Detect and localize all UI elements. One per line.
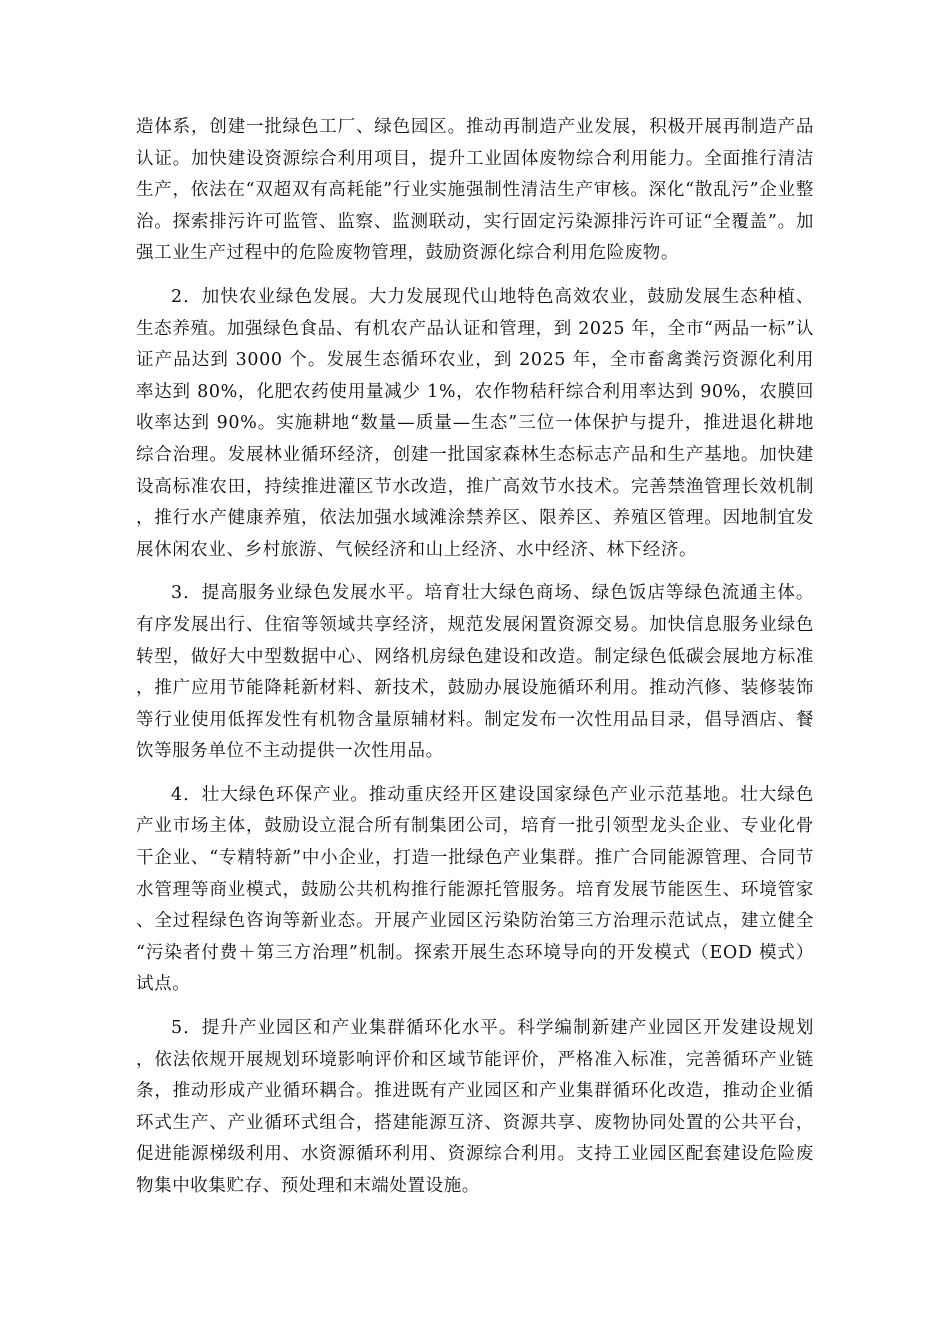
paragraph-industrial-parks: 5．提升产业园区和产业集群循环化水平。科学编制新建产业园区开发建设规划，依法依规开展规划环境影响评价和区域节能评价，严格准入标准，完善循环产业链条，推动形成产业循环耦合。推进既有产业园区和产业集群循环化改造，推动企业循环式生产、产业循环式组合，搭建能源互济、资源共享、废物协同处置的公共平台，促进能源梯级利用、水资源循环利用、资源综合利用。支持工业园区配套建设危险废物集中收集贮存、预处理和末端处置设施。 (136, 1018, 814, 1196)
paragraph-services: 3．提高服务业绿色发展水平。培育壮大绿色商场、绿色饭店等绿色流通主体。有序发展出行、住宿等领域共享经济，规范发展闲置资源交易。加快信息服务业绿色转型，做好大中型数据中心、网络机房绿色建设和改造。制定绿色低碳会展地方标准，推广应用节能降耗新材料、新技术，鼓励办展设施循环利用。推动汽修、装修装饰等行业使用低挥发性有机物含量原辅材料。制定发布一次性用品目录，倡导酒店、餐饮等服务单位不主动提供一次性用品。 (136, 583, 814, 762)
document-page (136, 112, 814, 1203)
paragraph-agriculture: 2．加快农业绿色发展。大力发展现代山地特色高效农业，鼓励发展生态种植、生态养殖。加强绿色食品、有机农产品认证和管理，到 2025 年，全市“两品一标”认证产品达到 3000 个。发展生态循环农业，到 2025 年，全市畜禽粪污资源化利用率达到 80%，化肥农药使用量减少 1%，农作物秸秆综合利用率达到 90%，农膜回收率达到 90%。实施耕地“数量—质量—生态”三位一体保护与提升，推进退化耕地综合治理。发展林业循环经济，创建一批国家森林生态标志产品和生产基地。加快建设高标准农田，持续推进灌区节水改造，推广高效节水技术。完善禁渔管理长效机制，推行水产健康养殖，依法加强水域滩涂禁养区、限养区、养殖区管理。因地制宜发展休闲农业、乡村旅游、气候经济和山上经济、水中经济、林下经济。 (136, 286, 814, 560)
paragraph-continuation: 造体系，创建一批绿色工厂、绿色园区。推动再制造产业发展，积极开展再制造产品认证。加快建设资源综合利用项目，提升工业固体废物综合利用能力。全面推行清洁生产，依法在“双超双有高耗能”行业实施强制性清洁生产审核。深化“散乱污”企业整治。探索排污许可监管、监察、监测联动，实行固定污染源排污许可证“全覆盖”。加强工业生产过程中的危险废物管理，鼓励资源化综合利用危险废物。 (136, 117, 814, 264)
paragraph-environmental-industry: 4．壮大绿色环保产业。推动重庆经开区建设国家绿色产业示范基地。壮大绿色产业市场主体，鼓励设立混合所有制集团公司，培育一批引领型龙头企业、专业化骨干企业、“专精特新”中小企业，打造一批绿色产业集群。推广合同能源管理、合同节水管理等商业模式，鼓励公共机构推行能源托管服务。培育发展节能医生、环境管家、全过程绿色咨询等新业态。开展产业园区污染防治第三方治理示范试点，建立健全“污染者付费＋第三方治理”机制。探索开展生态环境导向的开发模式（EOD 模式）试点。 (136, 784, 814, 995)
